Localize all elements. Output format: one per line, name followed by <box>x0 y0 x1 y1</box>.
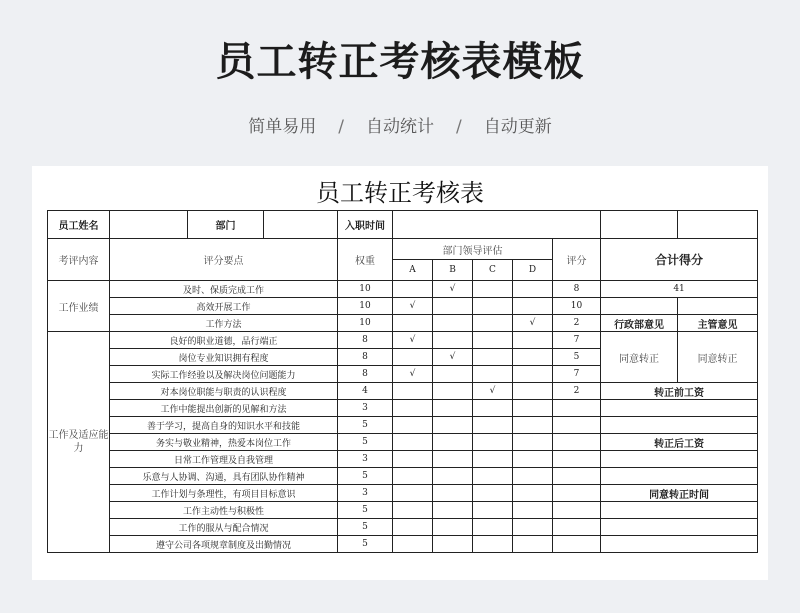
section-adapt: 工作及适应能力 <box>48 332 110 553</box>
criteria-row <box>48 400 758 417</box>
grade-a-mark[interactable] <box>393 417 433 434</box>
score-value[interactable] <box>553 468 601 485</box>
criteria-point: 良好的职业道德，品行端正 <box>110 332 338 349</box>
header-row <box>48 239 758 260</box>
criteria-point: 遵守公司各项规章制度及出勤情况 <box>110 536 338 553</box>
grade-a-mark[interactable] <box>393 400 433 417</box>
grade-a-mark[interactable]: √ <box>393 298 433 315</box>
salary-before-label: 转正前工资 <box>601 383 758 400</box>
grade-c-mark[interactable] <box>473 468 513 485</box>
score-value[interactable] <box>553 451 601 468</box>
criteria-point: 乐意与人协调、沟通，具有团队协作精神 <box>110 468 338 485</box>
weight-value: 5 <box>338 468 393 485</box>
criteria-point: 及时、保质完成工作 <box>110 281 338 298</box>
grade-d-mark[interactable] <box>513 451 553 468</box>
criteria-point: 工作计划与条理性，有项目目标意识 <box>110 485 338 502</box>
weight-value: 5 <box>338 536 393 553</box>
criteria-point: 高效开展工作 <box>110 298 338 315</box>
score-value[interactable]: 8 <box>553 281 601 298</box>
score-value[interactable]: 2 <box>553 383 601 400</box>
info-row <box>48 211 758 239</box>
grade-c-mark[interactable] <box>473 349 513 366</box>
approve-time-value[interactable] <box>601 502 758 519</box>
weight-value: 10 <box>338 315 393 332</box>
score-value[interactable] <box>553 400 601 417</box>
salary-before-value[interactable] <box>601 400 758 417</box>
dept-value[interactable] <box>264 211 338 239</box>
score-header: 评分 <box>553 239 601 281</box>
grade-d-mark[interactable] <box>513 519 553 536</box>
score-value[interactable] <box>553 536 601 553</box>
grade-c-mark[interactable] <box>473 485 513 502</box>
grade-c-mark[interactable] <box>473 281 513 298</box>
feature-auto-update: 自动更新 <box>483 117 552 137</box>
section-perf: 工作业绩 <box>48 281 110 332</box>
grade-c-mark[interactable] <box>473 315 513 332</box>
grade-d-mark[interactable] <box>513 366 553 383</box>
blank-cell <box>601 417 758 434</box>
evaluation-table <box>47 210 758 553</box>
grade-b-mark[interactable] <box>433 332 473 349</box>
join-time-label: 入职时间 <box>338 211 393 239</box>
grade-b-header: B <box>433 260 473 281</box>
salary-after-label: 转正后工资 <box>601 434 758 451</box>
weight-value: 5 <box>338 502 393 519</box>
blank-cell <box>601 536 758 553</box>
grade-c-mark[interactable]: √ <box>473 383 513 400</box>
grade-a-mark[interactable] <box>393 349 433 366</box>
grade-a-mark[interactable] <box>393 502 433 519</box>
grade-a-mark[interactable] <box>393 519 433 536</box>
weight-value: 8 <box>338 349 393 366</box>
criteria-point: 工作中能提出创新的见解和方法 <box>110 400 338 417</box>
admin-opinion-label: 行政部意见 <box>601 315 678 332</box>
grade-d-mark[interactable] <box>513 502 553 519</box>
score-value[interactable] <box>553 417 601 434</box>
grade-c-mark[interactable] <box>473 502 513 519</box>
blank-cell <box>678 298 758 315</box>
criteria-row <box>48 281 758 298</box>
grade-b-mark[interactable] <box>433 315 473 332</box>
score-value[interactable]: 7 <box>553 332 601 349</box>
grade-c-mark[interactable] <box>473 400 513 417</box>
leader-eval-header: 部门领导评估 <box>393 239 553 260</box>
blank-cell <box>601 519 758 536</box>
content-header: 考评内容 <box>48 239 110 281</box>
criteria-point: 对本岗位职能与职责的认识程度 <box>110 383 338 400</box>
grade-d-mark[interactable] <box>513 349 553 366</box>
criteria-point: 岗位专业知识拥有程度 <box>110 349 338 366</box>
weight-value: 3 <box>338 451 393 468</box>
grade-d-mark[interactable] <box>513 281 553 298</box>
score-value[interactable]: 5 <box>553 349 601 366</box>
grade-d-mark[interactable] <box>513 417 553 434</box>
manager-opinion-value[interactable]: 同意转正 <box>678 332 758 383</box>
criteria-row <box>48 485 758 502</box>
weight-value: 5 <box>338 519 393 536</box>
form-sheet <box>32 166 768 580</box>
grade-b-mark[interactable] <box>433 298 473 315</box>
weight-value: 3 <box>338 485 393 502</box>
approve-time-label: 同意转正时间 <box>601 485 758 502</box>
criteria-point: 实际工作经验以及解决岗位问题能力 <box>110 366 338 383</box>
feature-easy: 简单易用 <box>248 117 317 137</box>
weight-value: 8 <box>338 332 393 349</box>
criteria-row <box>48 298 758 315</box>
join-time-value[interactable] <box>393 211 601 239</box>
total-score-value: 41 <box>601 281 758 298</box>
blank-cell <box>678 211 758 239</box>
criteria-point: 日常工作管理及自我管理 <box>110 451 338 468</box>
score-value[interactable] <box>553 434 601 451</box>
grade-b-mark[interactable] <box>433 400 473 417</box>
score-value[interactable]: 2 <box>553 315 601 332</box>
grade-a-mark[interactable] <box>393 281 433 298</box>
grade-c-mark[interactable] <box>473 332 513 349</box>
blank-cell <box>601 298 678 315</box>
grade-b-mark[interactable] <box>433 451 473 468</box>
score-value[interactable] <box>553 519 601 536</box>
separator: / <box>456 117 462 137</box>
criteria-row <box>48 451 758 468</box>
separator: / <box>338 117 344 137</box>
criteria-point: 工作的服从与配合情况 <box>110 519 338 536</box>
weight-value: 10 <box>338 281 393 298</box>
manager-opinion-label: 主管意见 <box>678 315 758 332</box>
grade-d-mark[interactable] <box>513 468 553 485</box>
points-header: 评分要点 <box>110 239 338 281</box>
grade-b-mark[interactable]: √ <box>433 281 473 298</box>
salary-after-value[interactable] <box>601 451 758 468</box>
feature-auto-stat: 自动统计 <box>366 117 434 137</box>
grade-c-mark[interactable] <box>473 366 513 383</box>
grade-a-mark[interactable] <box>393 383 433 400</box>
criteria-row <box>48 536 758 553</box>
grade-b-mark[interactable] <box>433 366 473 383</box>
grade-d-header: D <box>513 260 553 281</box>
grade-b-mark[interactable] <box>433 417 473 434</box>
grade-c-mark[interactable] <box>473 417 513 434</box>
grade-a-mark[interactable]: √ <box>393 366 433 383</box>
grade-b-mark[interactable] <box>433 468 473 485</box>
blank-cell <box>601 211 678 239</box>
score-value[interactable]: 7 <box>553 366 601 383</box>
score-value[interactable]: 10 <box>553 298 601 315</box>
page-title: 员工转正考核表模板 <box>215 39 585 85</box>
grade-c-mark[interactable] <box>473 519 513 536</box>
grade-b-mark[interactable]: √ <box>433 349 473 366</box>
criteria-row <box>48 468 758 485</box>
grade-a-mark[interactable] <box>393 468 433 485</box>
grade-b-mark[interactable] <box>433 485 473 502</box>
grade-c-mark[interactable] <box>473 298 513 315</box>
grade-c-mark[interactable] <box>473 536 513 553</box>
admin-opinion-value[interactable]: 同意转正 <box>601 332 678 383</box>
grade-a-mark[interactable] <box>393 315 433 332</box>
score-value[interactable] <box>553 502 601 519</box>
name-value[interactable] <box>110 211 188 239</box>
grade-a-header: A <box>393 260 433 281</box>
grade-d-mark[interactable] <box>513 332 553 349</box>
grade-c-mark[interactable] <box>473 451 513 468</box>
weight-value: 5 <box>338 417 393 434</box>
grade-d-mark[interactable] <box>513 383 553 400</box>
weight-value: 3 <box>338 400 393 417</box>
grade-d-mark[interactable] <box>513 536 553 553</box>
grade-a-mark[interactable] <box>393 451 433 468</box>
criteria-point: 工作主动性与积极性 <box>110 502 338 519</box>
grade-b-mark[interactable] <box>433 434 473 451</box>
grade-b-mark[interactable] <box>433 519 473 536</box>
name-label: 员工姓名 <box>48 211 110 239</box>
grade-b-mark[interactable] <box>433 536 473 553</box>
grade-a-mark[interactable] <box>393 485 433 502</box>
weight-value: 4 <box>338 383 393 400</box>
criteria-point: 务实与敬业精神，热爱本岗位工作 <box>110 434 338 451</box>
criteria-row <box>48 417 758 434</box>
criteria-row <box>48 332 758 349</box>
dept-label: 部门 <box>188 211 264 239</box>
grade-b-mark[interactable] <box>433 383 473 400</box>
criteria-row <box>48 383 758 400</box>
criteria-row <box>48 519 758 536</box>
grade-b-mark[interactable] <box>433 502 473 519</box>
criteria-point: 善于学习，提高自身的知识水平和技能 <box>110 417 338 434</box>
grade-d-mark[interactable] <box>513 400 553 417</box>
sheet-title: 员工转正考核表 <box>316 179 484 207</box>
grade-c-mark[interactable] <box>473 434 513 451</box>
grade-a-mark[interactable] <box>393 434 433 451</box>
weight-header: 权重 <box>338 239 393 281</box>
grade-d-mark[interactable] <box>513 298 553 315</box>
grade-d-mark[interactable] <box>513 485 553 502</box>
weight-value: 10 <box>338 298 393 315</box>
grade-c-header: C <box>473 260 513 281</box>
criteria-row <box>48 434 758 451</box>
total-score-header: 合计得分 <box>601 239 758 281</box>
criteria-point: 工作方法 <box>110 315 338 332</box>
grade-a-mark[interactable]: √ <box>393 332 433 349</box>
score-value[interactable] <box>553 485 601 502</box>
criteria-row <box>48 502 758 519</box>
weight-value: 5 <box>338 434 393 451</box>
feature-tagline <box>0 112 800 137</box>
grade-d-mark[interactable] <box>513 434 553 451</box>
weight-value: 8 <box>338 366 393 383</box>
blank-cell <box>601 468 758 485</box>
grade-d-mark[interactable]: √ <box>513 315 553 332</box>
grade-a-mark[interactable] <box>393 536 433 553</box>
criteria-row <box>48 315 758 332</box>
